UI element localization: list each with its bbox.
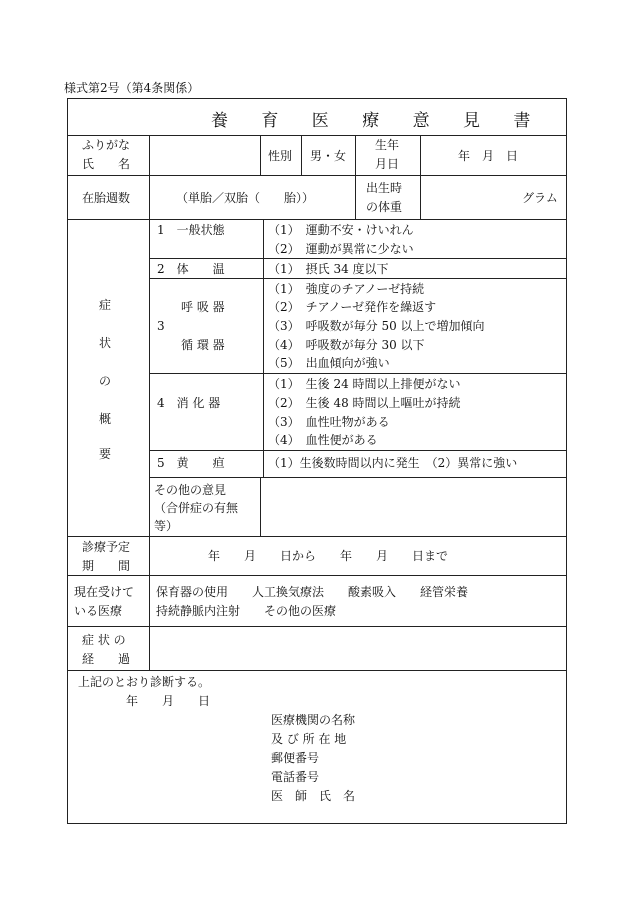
symptoms-side-char: 要 [99,447,112,461]
symptom-option[interactable]: （2） チアノーゼ発作を繰返す [268,300,437,314]
current-treatment-options[interactable]: 持続静脈内注射 その他の医療 [156,604,337,618]
divider [420,135,421,219]
symptoms-side-char: 症 [99,298,112,312]
symptom-option[interactable]: （1） 強度のチアノーゼ持続 [268,282,425,296]
symptom-option[interactable]: （4） 血性便がある [268,433,378,447]
respiratory-number: 3 [157,319,165,333]
other-opinion-label: 等） [154,519,179,533]
current-treatment-options[interactable]: 保育器の使用 人工換気療法 酸素吸入 経管栄養 [156,585,469,599]
jaundice-label: 5 黄 疸 [157,456,225,470]
divider [67,135,567,136]
name-label: 氏 名 [82,157,131,171]
institution-label: 医療機関の名称 [271,713,356,727]
furigana-label: ふりがな [82,138,131,152]
institution-label: 及 び 所 在 地 [271,732,347,746]
symptom-option[interactable]: （3） 呼吸数が毎分 50 以上で増加傾向 [268,319,485,333]
birth-date-value[interactable]: 年 月 日 [458,149,519,163]
divider [263,219,264,477]
treatment-period-value[interactable]: 年 月 日から 年 月 日まで [208,549,449,563]
birth-date-label-top: 生年 [375,138,400,152]
birth-type-value[interactable]: （単胎／双胎（ 胎）） [176,191,315,205]
divider [149,373,567,374]
symptoms-side-char: 概 [99,412,112,426]
birth-date-label-bottom: 月日 [375,157,400,171]
divider [260,477,261,536]
treatment-period-label: 診療予定 [82,540,131,554]
symptom-option[interactable]: （2） 生後 48 時間以上嘔吐が持続 [268,396,461,410]
gestation-weeks-label: 在胎週数 [82,191,131,205]
current-treatment-label: いる医療 [74,604,123,618]
other-opinion-label: （合併症の有無 [154,501,239,515]
phone-label: 電話番号 [271,770,320,784]
form-label: 様式第2号（第4条関係） [64,81,200,95]
other-opinion-label: その他の意見 [154,483,227,497]
declaration-text: 上記のとおり診断する。 [78,675,211,689]
digestive-label: 4 消 化 器 [157,396,221,410]
symptom-option[interactable]: （3） 血性吐物がある [268,415,390,429]
symptom-option[interactable]: （1） 生後 24 時間以上排便がない [268,377,461,391]
current-treatment-label: 現在受けて [74,585,135,599]
symptom-progress-field[interactable] [150,627,566,669]
sex-label: 性別 [268,149,293,163]
divider [149,135,150,670]
name-field[interactable] [150,136,259,174]
symptom-option[interactable]: （1） 摂氏 34 度以下 [268,262,389,276]
divider [149,450,567,451]
document-title: 養 育 医 療 意 見 書 [211,111,545,131]
general-condition-label: 1 一般状態 [157,223,225,237]
treatment-period-label: 期 間 [82,559,131,573]
declaration-date[interactable]: 年 月 日 [126,694,211,708]
postal-code-label: 郵便番号 [271,751,320,765]
birth-weight-label-bottom: の体重 [366,200,403,214]
sex-value[interactable]: 男・女 [310,149,347,163]
circulatory-label: 循 環 器 [181,338,225,352]
symptoms-side-char: の [99,374,112,388]
symptom-progress-label: 症 状 の [82,633,126,647]
divider [355,135,356,219]
divider [67,536,567,537]
divider [301,135,302,175]
birth-weight-unit: グラム [522,191,558,205]
symptom-progress-label: 経 過 [82,652,131,666]
symptom-option[interactable]: （2） 運動が異常に少ない [268,242,414,256]
divider [67,670,567,671]
divider [67,175,567,176]
symptom-option[interactable]: （4） 呼吸数が毎分 30 以下 [268,338,425,352]
respiratory-label: 呼 吸 器 [181,300,225,314]
divider [67,219,567,220]
birth-weight-label-top: 出生時 [366,181,403,195]
symptoms-side-char: 状 [99,336,112,350]
symptom-option[interactable]: （5） 出血傾向が強い [268,356,390,370]
temperature-label: 2 体 温 [157,262,225,276]
divider [260,135,261,175]
other-opinion-field[interactable] [262,478,566,535]
doctor-name-label: 医 師 氏 名 [271,789,356,803]
divider [67,575,567,576]
jaundice-options[interactable]: （1）生後数時間以内に発生 （2）異常に強い [268,456,518,470]
divider [149,278,567,279]
symptom-option[interactable]: （1） 運動不安・けいれん [268,223,414,237]
divider [149,258,567,259]
